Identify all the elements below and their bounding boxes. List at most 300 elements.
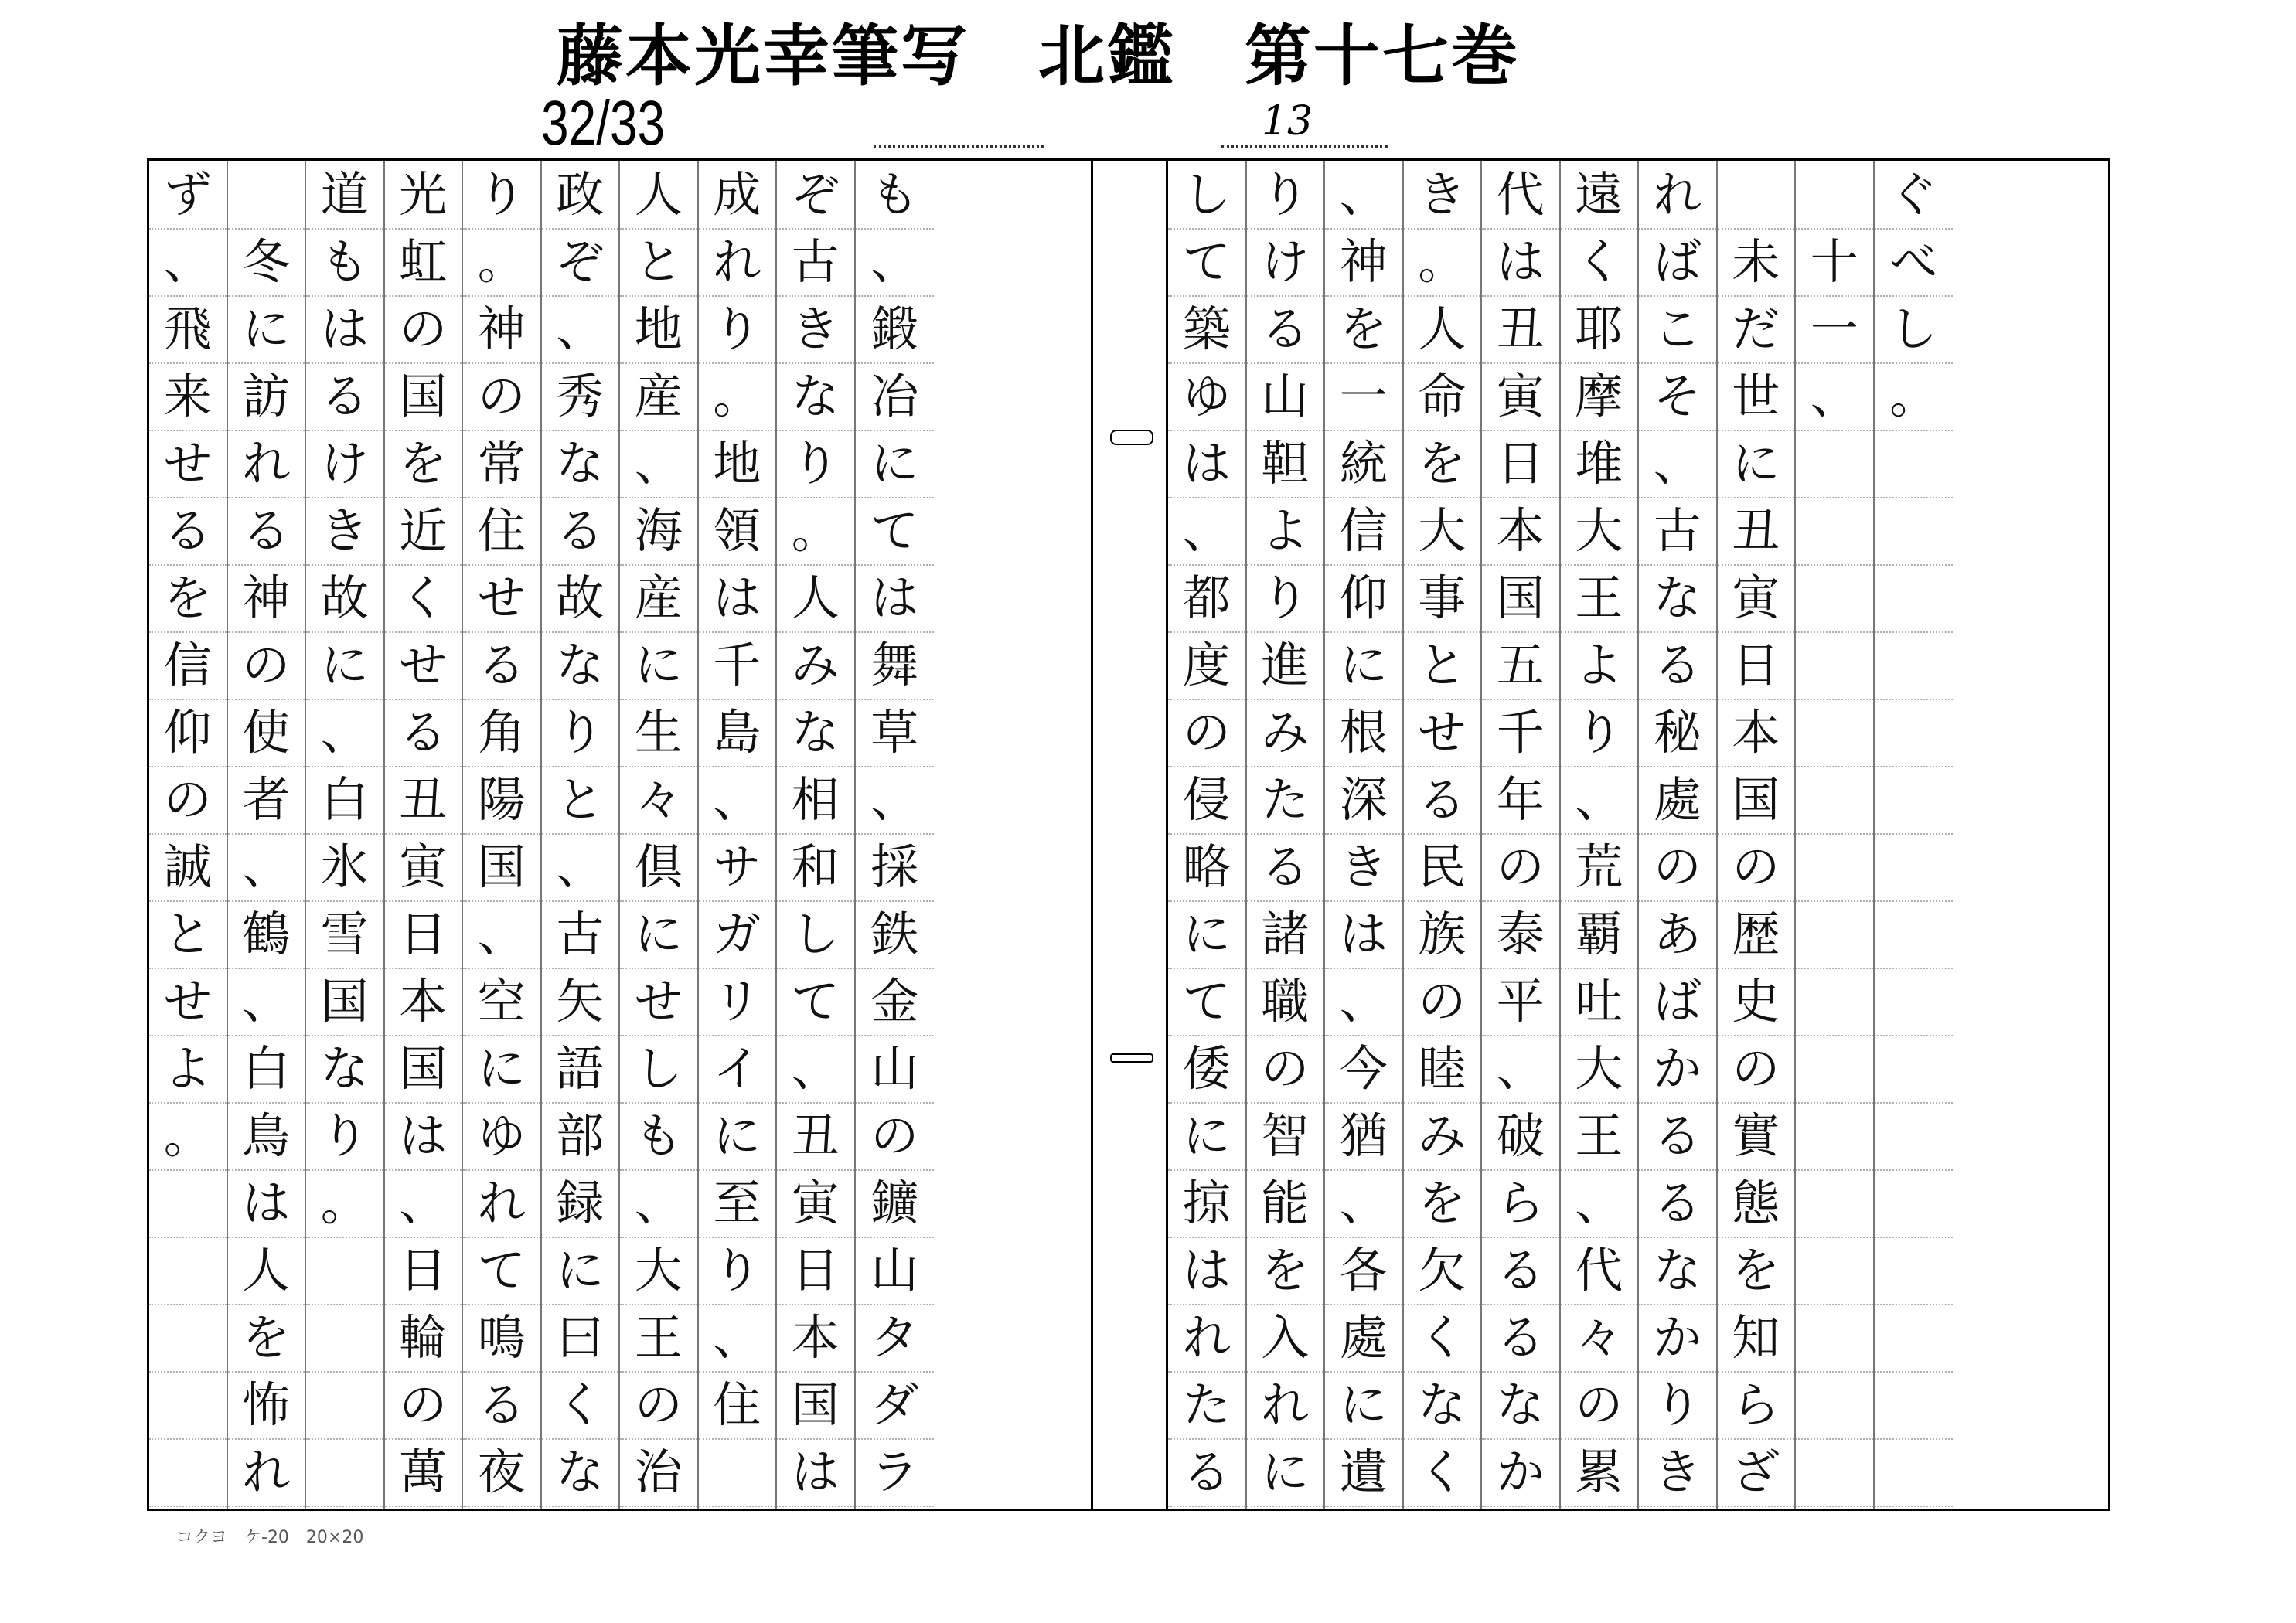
- manuscript-cell: 夜: [463, 1438, 540, 1507]
- manuscript-cell: に: [1168, 900, 1245, 969]
- manuscript-cell: 秀: [542, 362, 619, 431]
- manuscript-cell: り: [1247, 564, 1324, 633]
- manuscript-cell: と: [542, 766, 619, 835]
- left-page-column: [149, 161, 228, 1509]
- right-page-column: [1875, 161, 1954, 1509]
- manuscript-cell: 都: [1168, 564, 1245, 633]
- manuscript-cell: 地: [699, 430, 776, 498]
- manuscript-cell: ず: [149, 161, 227, 230]
- manuscript-cell: に: [1168, 1102, 1245, 1171]
- manuscript-cell: [1796, 1102, 1873, 1171]
- manuscript-cell: く: [1561, 228, 1638, 297]
- manuscript-cell: れ: [228, 430, 305, 498]
- manuscript-cell: は: [1168, 430, 1245, 498]
- manuscript-cell: き: [1325, 833, 1402, 902]
- manuscript-cell: に: [856, 430, 935, 498]
- spine-ornament-top: [1110, 430, 1153, 445]
- manuscript-cell: 人: [777, 564, 854, 633]
- paper-brand-note: コクヨ ケ-20 20×20: [176, 1528, 364, 1547]
- manuscript-cell: べ: [1875, 228, 1954, 297]
- manuscript-cell: 人: [1404, 295, 1481, 364]
- manuscript-cell: り: [1639, 1371, 1716, 1440]
- manuscript-cell: 累: [1561, 1438, 1638, 1507]
- spine-ornament-middle: [1110, 1053, 1153, 1063]
- manuscript-cell: 、: [1639, 430, 1716, 498]
- manuscript-cell: ダ: [856, 1371, 935, 1440]
- manuscript-cell: に: [306, 631, 383, 700]
- manuscript-cell: 国: [1482, 564, 1559, 633]
- manuscript-cell: 職: [1247, 968, 1324, 1036]
- manuscript-cell: 国: [1718, 766, 1795, 835]
- manuscript-cell: な: [542, 430, 619, 498]
- right-page: [1168, 161, 2108, 1509]
- manuscript-cell: ぐ: [1875, 161, 1954, 230]
- right-page-column: [1168, 161, 1247, 1509]
- manuscript-cell: る: [463, 631, 540, 700]
- manuscript-cell: り: [1247, 161, 1324, 230]
- manuscript-cell: 智: [1247, 1102, 1324, 1171]
- manuscript-cell: [149, 1438, 227, 1507]
- manuscript-cell: [1875, 900, 1954, 969]
- manuscript-cell: の: [149, 766, 227, 835]
- left-page-column: [306, 161, 385, 1509]
- manuscript-cell: 国: [385, 1035, 462, 1104]
- manuscript-cell: か: [1639, 1035, 1716, 1104]
- manuscript-cell: 成: [699, 161, 776, 230]
- manuscript-cell: 、: [149, 228, 227, 297]
- manuscript-cell: か: [1482, 1438, 1559, 1507]
- manuscript-cell: サ: [699, 833, 776, 902]
- manuscript-cell: せ: [463, 564, 540, 633]
- manuscript-cell: [1796, 766, 1873, 835]
- manuscript-cell: [1718, 161, 1795, 230]
- manuscript-cell: [1796, 1304, 1873, 1373]
- manuscript-cell: 知: [1718, 1304, 1795, 1373]
- manuscript-cell: 日: [1482, 430, 1559, 498]
- manuscript-cell: は: [228, 1169, 305, 1238]
- manuscript-cell: 。: [699, 362, 776, 431]
- manuscript-cell: れ: [699, 228, 776, 297]
- manuscript-cell: を: [1247, 1237, 1324, 1305]
- manuscript-cell: [306, 1438, 383, 1507]
- manuscript-cell: 寅: [1718, 564, 1795, 633]
- manuscript-cell: 丑: [777, 1102, 854, 1171]
- manuscript-cell: た: [1168, 1371, 1245, 1440]
- manuscript-cell: の: [1404, 968, 1481, 1036]
- manuscript-cell: な: [777, 362, 854, 431]
- manuscript-cell: [1875, 1035, 1954, 1104]
- manuscript-cell: の: [385, 295, 462, 364]
- manuscript-cell: 命: [1404, 362, 1481, 431]
- manuscript-cell: そ: [1639, 362, 1716, 431]
- manuscript-cell: せ: [149, 968, 227, 1036]
- manuscript-cell: 鉄: [856, 900, 935, 969]
- manuscript-cell: 破: [1482, 1102, 1559, 1171]
- manuscript-cell: き: [1404, 161, 1481, 230]
- manuscript-cell: の: [1482, 833, 1559, 902]
- manuscript-cell: る: [1639, 1169, 1716, 1238]
- manuscript-cell: 代: [1482, 161, 1559, 230]
- manuscript-cell: 住: [699, 1371, 776, 1440]
- manuscript-cell: 族: [1404, 900, 1481, 969]
- manuscript-cell: れ: [228, 1438, 305, 1507]
- manuscript-cell: な: [1639, 1237, 1716, 1305]
- manuscript-cell: 、: [385, 1169, 462, 1238]
- manuscript-cell: [1796, 564, 1873, 633]
- manuscript-cell: の: [1639, 833, 1716, 902]
- manuscript-cell: を: [1404, 430, 1481, 498]
- manuscript-cell: も: [306, 228, 383, 297]
- manuscript-cell: 部: [542, 1102, 619, 1171]
- manuscript-cell: [1875, 968, 1954, 1036]
- manuscript-cell: 採: [856, 833, 935, 902]
- manuscript-cell: 輪: [385, 1304, 462, 1373]
- manuscript-cell: り: [306, 1102, 383, 1171]
- manuscript-cell: な: [542, 631, 619, 700]
- manuscript-cell: 寅: [777, 1169, 854, 1238]
- manuscript-cell: タ: [856, 1304, 935, 1373]
- manuscript-cell: 政: [542, 161, 619, 230]
- manuscript-cell: 統: [1325, 430, 1402, 498]
- manuscript-cell: [1875, 833, 1954, 902]
- manuscript-cell: 。: [149, 1102, 227, 1171]
- manuscript-cell: 雪: [306, 900, 383, 969]
- manuscript-cell: ラ: [856, 1438, 935, 1507]
- manuscript-cell: し: [1168, 161, 1245, 230]
- manuscript-cell: き: [306, 497, 383, 566]
- manuscript-cell: け: [1247, 228, 1324, 297]
- manuscript-cell: [1796, 1035, 1873, 1104]
- manuscript-cell: る: [149, 497, 227, 566]
- manuscript-cell: り: [699, 1237, 776, 1305]
- manuscript-cell: 睦: [1404, 1035, 1481, 1104]
- manuscript-cell: て: [856, 497, 935, 566]
- manuscript-cell: 冶: [856, 362, 935, 431]
- manuscript-cell: 鳴: [463, 1304, 540, 1373]
- manuscript-cell: 實: [1718, 1102, 1795, 1171]
- dotted-line-left: [874, 145, 1044, 148]
- manuscript-cell: [1796, 1438, 1873, 1507]
- manuscript-cell: 古: [777, 228, 854, 297]
- manuscript-cell: よ: [1247, 497, 1324, 566]
- manuscript-cell: 遠: [1561, 161, 1638, 230]
- manuscript-cell: み: [1404, 1102, 1481, 1171]
- manuscript-cell: 人: [228, 1237, 305, 1305]
- manuscript-cell: な: [306, 1035, 383, 1104]
- manuscript-cell: 訪: [228, 362, 305, 431]
- manuscript-cell: ゆ: [1168, 362, 1245, 431]
- manuscript-cell: の: [463, 362, 540, 431]
- manuscript-cell: [1875, 1371, 1954, 1440]
- manuscript-cell: よ: [1561, 631, 1638, 700]
- manuscript-cell: る: [1168, 1438, 1245, 1507]
- manuscript-cell: 神: [228, 564, 305, 633]
- manuscript-cell: 、: [1168, 497, 1245, 566]
- manuscript-cell: 。: [777, 497, 854, 566]
- manuscript-cell: 山: [856, 1035, 935, 1104]
- manuscript-cell: 飛: [149, 295, 227, 364]
- manuscript-cell: な: [777, 699, 854, 767]
- manuscript-cell: 山: [1247, 362, 1324, 431]
- right-page-column: [1796, 161, 1875, 1509]
- manuscript-cell: り: [699, 295, 776, 364]
- manuscript-cell: を: [228, 1304, 305, 1373]
- manuscript-cell: 産: [620, 362, 697, 431]
- manuscript-cell: 鳥: [228, 1102, 305, 1171]
- manuscript-cell: 築: [1168, 295, 1245, 364]
- manuscript-cell: 草: [856, 699, 935, 767]
- manuscript-cell: る: [1482, 1304, 1559, 1373]
- manuscript-cell: [1796, 631, 1873, 700]
- manuscript-cell: 、: [542, 833, 619, 902]
- manuscript-cell: 丑: [385, 766, 462, 835]
- left-page-column: [385, 161, 464, 1509]
- manuscript-cell: 、: [306, 699, 383, 767]
- manuscript-cell: ば: [1639, 968, 1716, 1036]
- manuscript-cell: 、: [463, 900, 540, 969]
- manuscript-cell: の: [228, 631, 305, 700]
- manuscript-cell: 倭: [1168, 1035, 1245, 1104]
- manuscript-cell: 鍛: [856, 295, 935, 364]
- manuscript-cell: 大: [1561, 1035, 1638, 1104]
- manuscript-cell: る: [1482, 1237, 1559, 1305]
- manuscript-cell: [1796, 430, 1873, 498]
- manuscript-cell: る: [385, 699, 462, 767]
- right-page-column: [1325, 161, 1404, 1509]
- manuscript-cell: ら: [1718, 1371, 1795, 1440]
- manuscript-cell: [1875, 1102, 1954, 1171]
- manuscript-cell: イ: [699, 1035, 776, 1104]
- manuscript-cell: 国: [306, 968, 383, 1036]
- manuscript-cell: 本: [777, 1304, 854, 1373]
- manuscript-cell: 千: [699, 631, 776, 700]
- manuscript-cell: ゆ: [463, 1102, 540, 1171]
- manuscript-cell: [1875, 564, 1954, 633]
- manuscript-cell: 、: [1325, 968, 1402, 1036]
- manuscript-cell: る: [1404, 766, 1481, 835]
- page-number-mark: 13: [1261, 98, 1313, 145]
- manuscript-cell: は: [306, 295, 383, 364]
- manuscript-cell: 、: [699, 1304, 776, 1373]
- manuscript-cell: 秘: [1639, 699, 1716, 767]
- manuscript-cell: 遺: [1325, 1438, 1402, 1507]
- manuscript-cell: 故: [542, 564, 619, 633]
- manuscript-cell: の: [1168, 699, 1245, 767]
- manuscript-cell: も: [620, 1102, 697, 1171]
- manuscript-cell: 、: [228, 833, 305, 902]
- manuscript-cell: 未: [1718, 228, 1795, 297]
- manuscript-cell: せ: [149, 430, 227, 498]
- manuscript-cell: 々: [620, 766, 697, 835]
- manuscript-cell: 和: [777, 833, 854, 902]
- manuscript-cell: て: [1168, 228, 1245, 297]
- manuscript-cell: こ: [1639, 295, 1716, 364]
- manuscript-cell: せ: [385, 631, 462, 700]
- manuscript-cell: れ: [1168, 1304, 1245, 1373]
- manuscript-cell: れ: [463, 1169, 540, 1238]
- manuscript-cell: 十: [1796, 228, 1873, 297]
- manuscript-cell: 住: [463, 497, 540, 566]
- manuscript-cell: と: [149, 900, 227, 969]
- manuscript-cell: [1796, 699, 1873, 767]
- manuscript-cell: る: [228, 497, 305, 566]
- manuscript-cell: [1796, 497, 1873, 566]
- manuscript-cell: 一: [1325, 362, 1402, 431]
- manuscript-cell: 、: [1325, 161, 1402, 230]
- manuscript-cell: 日: [777, 1237, 854, 1305]
- manuscript-cell: [1875, 497, 1954, 566]
- manuscript-cell: は: [777, 1438, 854, 1507]
- manuscript-cell: 欠: [1404, 1237, 1481, 1305]
- manuscript-cell: 世: [1718, 362, 1795, 431]
- manuscript-cell: 。: [306, 1169, 383, 1238]
- manuscript-cell: も: [856, 161, 935, 230]
- left-page-column: [620, 161, 699, 1509]
- manuscript-cell: し: [777, 900, 854, 969]
- manuscript-cell: 誠: [149, 833, 227, 902]
- manuscript-cell: 萬: [385, 1438, 462, 1507]
- manuscript-cell: り: [542, 699, 619, 767]
- manuscript-cell: [149, 1371, 227, 1440]
- manuscript-cell: 、: [1482, 1035, 1559, 1104]
- manuscript-cell: 進: [1247, 631, 1324, 700]
- manuscript-cell: [699, 1438, 776, 1507]
- manuscript-cell: 年: [1482, 766, 1559, 835]
- manuscript-cell: に: [1325, 631, 1402, 700]
- manuscript-cell: 、: [228, 968, 305, 1036]
- manuscript-cell: 史: [1718, 968, 1795, 1036]
- manuscript-cell: 、: [777, 1035, 854, 1104]
- manuscript-cell: に: [620, 631, 697, 700]
- manuscript-cell: 荒: [1561, 833, 1638, 902]
- left-page-column: [463, 161, 542, 1509]
- manuscript-cell: れ: [1639, 161, 1716, 230]
- manuscript-cell: 信: [1325, 497, 1402, 566]
- manuscript-cell: 近: [385, 497, 462, 566]
- manuscript-cell: [1875, 1237, 1954, 1305]
- manuscript-cell: 、: [1561, 766, 1638, 835]
- manuscript-cell: [1875, 1169, 1954, 1238]
- manuscript-cell: 各: [1325, 1237, 1402, 1305]
- manuscript-cell: 白: [306, 766, 383, 835]
- manuscript-cell: 。: [1875, 362, 1954, 431]
- manuscript-cell: 、: [699, 766, 776, 835]
- manuscript-cell: を: [1325, 295, 1402, 364]
- manuscript-cell: 深: [1325, 766, 1402, 835]
- center-spine: [1091, 161, 1168, 1509]
- manuscript-cell: 日: [385, 1237, 462, 1305]
- manuscript-cell: ぞ: [542, 228, 619, 297]
- manuscript-cell: 神: [1325, 228, 1402, 297]
- manuscript-cell: [228, 161, 305, 230]
- manuscript-cell: [1796, 833, 1873, 902]
- manuscript-cell: ガ: [699, 900, 776, 969]
- manuscript-cell: 々: [1561, 1304, 1638, 1373]
- manuscript-cell: は: [1482, 228, 1559, 297]
- manuscript-cell: は: [1168, 1237, 1245, 1305]
- manuscript-cell: 角: [463, 699, 540, 767]
- manuscript-cell: を: [1404, 1169, 1481, 1238]
- manuscript-cell: [1796, 161, 1873, 230]
- left-page: [149, 161, 1091, 1509]
- manuscript-cell: れ: [1247, 1371, 1324, 1440]
- manuscript-cell: り: [777, 430, 854, 498]
- left-page-column: [777, 161, 856, 1509]
- manuscript-cell: と: [1404, 631, 1481, 700]
- manuscript-cell: [1875, 699, 1954, 767]
- manuscript-cell: 處: [1639, 766, 1716, 835]
- manuscript-cell: 陽: [463, 766, 540, 835]
- manuscript-cell: せ: [620, 968, 697, 1036]
- manuscript-cell: し: [620, 1035, 697, 1104]
- manuscript-cell: 入: [1247, 1304, 1324, 1373]
- manuscript-cell: ぞ: [777, 161, 854, 230]
- manuscript-sheet: [147, 158, 2110, 1511]
- manuscript-cell: 国: [385, 362, 462, 431]
- manuscript-cell: [1875, 1304, 1954, 1373]
- manuscript-cell: 氷: [306, 833, 383, 902]
- manuscript-cell: 耶: [1561, 295, 1638, 364]
- manuscript-cell: 略: [1168, 833, 1245, 902]
- manuscript-cell: 事: [1404, 564, 1481, 633]
- manuscript-cell: る: [1639, 631, 1716, 700]
- manuscript-cell: に: [699, 1102, 776, 1171]
- manuscript-cell: る: [1247, 295, 1324, 364]
- manuscript-cell: 国: [463, 833, 540, 902]
- manuscript-cell: く: [542, 1371, 619, 1440]
- manuscript-cell: に: [620, 900, 697, 969]
- manuscript-cell: み: [777, 631, 854, 700]
- manuscript-cell: に: [1718, 430, 1795, 498]
- right-page-column: [1404, 161, 1483, 1509]
- manuscript-cell: り: [463, 161, 540, 230]
- manuscript-cell: 大: [620, 1237, 697, 1305]
- manuscript-cell: あ: [1639, 900, 1716, 969]
- manuscript-cell: 代: [1561, 1237, 1638, 1305]
- manuscript-cell: 本: [1482, 497, 1559, 566]
- manuscript-cell: 、: [856, 766, 935, 835]
- manuscript-cell: 来: [149, 362, 227, 431]
- manuscript-cell: 根: [1325, 699, 1402, 767]
- manuscript-cell: 信: [149, 631, 227, 700]
- manuscript-cell: [1875, 766, 1954, 835]
- manuscript-cell: 倶: [620, 833, 697, 902]
- manuscript-cell: く: [1404, 1304, 1481, 1373]
- manuscript-cell: 曰: [542, 1304, 619, 1373]
- right-page-column: [1247, 161, 1326, 1509]
- manuscript-cell: 王: [620, 1304, 697, 1373]
- manuscript-cell: 本: [1718, 699, 1795, 767]
- manuscript-cell: 大: [1561, 497, 1638, 566]
- manuscript-cell: 空: [463, 968, 540, 1036]
- page-count: 32/33: [541, 88, 666, 158]
- manuscript-cell: ば: [1639, 228, 1716, 297]
- manuscript-cell: な: [1639, 564, 1716, 633]
- manuscript-cell: と: [620, 228, 697, 297]
- manuscript-cell: け: [306, 430, 383, 498]
- manuscript-cell: 猶: [1325, 1102, 1402, 1171]
- manuscript-cell: 態: [1718, 1169, 1795, 1238]
- manuscript-cell: 矢: [542, 968, 619, 1036]
- manuscript-cell: 海: [620, 497, 697, 566]
- manuscript-cell: く: [385, 564, 462, 633]
- manuscript-cell: [149, 1304, 227, 1373]
- manuscript-cell: き: [1639, 1438, 1716, 1507]
- manuscript-cell: 堆: [1561, 430, 1638, 498]
- manuscript-cell: 光: [385, 161, 462, 230]
- left-page-column: [856, 161, 935, 1509]
- manuscript-cell: 靼: [1247, 430, 1324, 498]
